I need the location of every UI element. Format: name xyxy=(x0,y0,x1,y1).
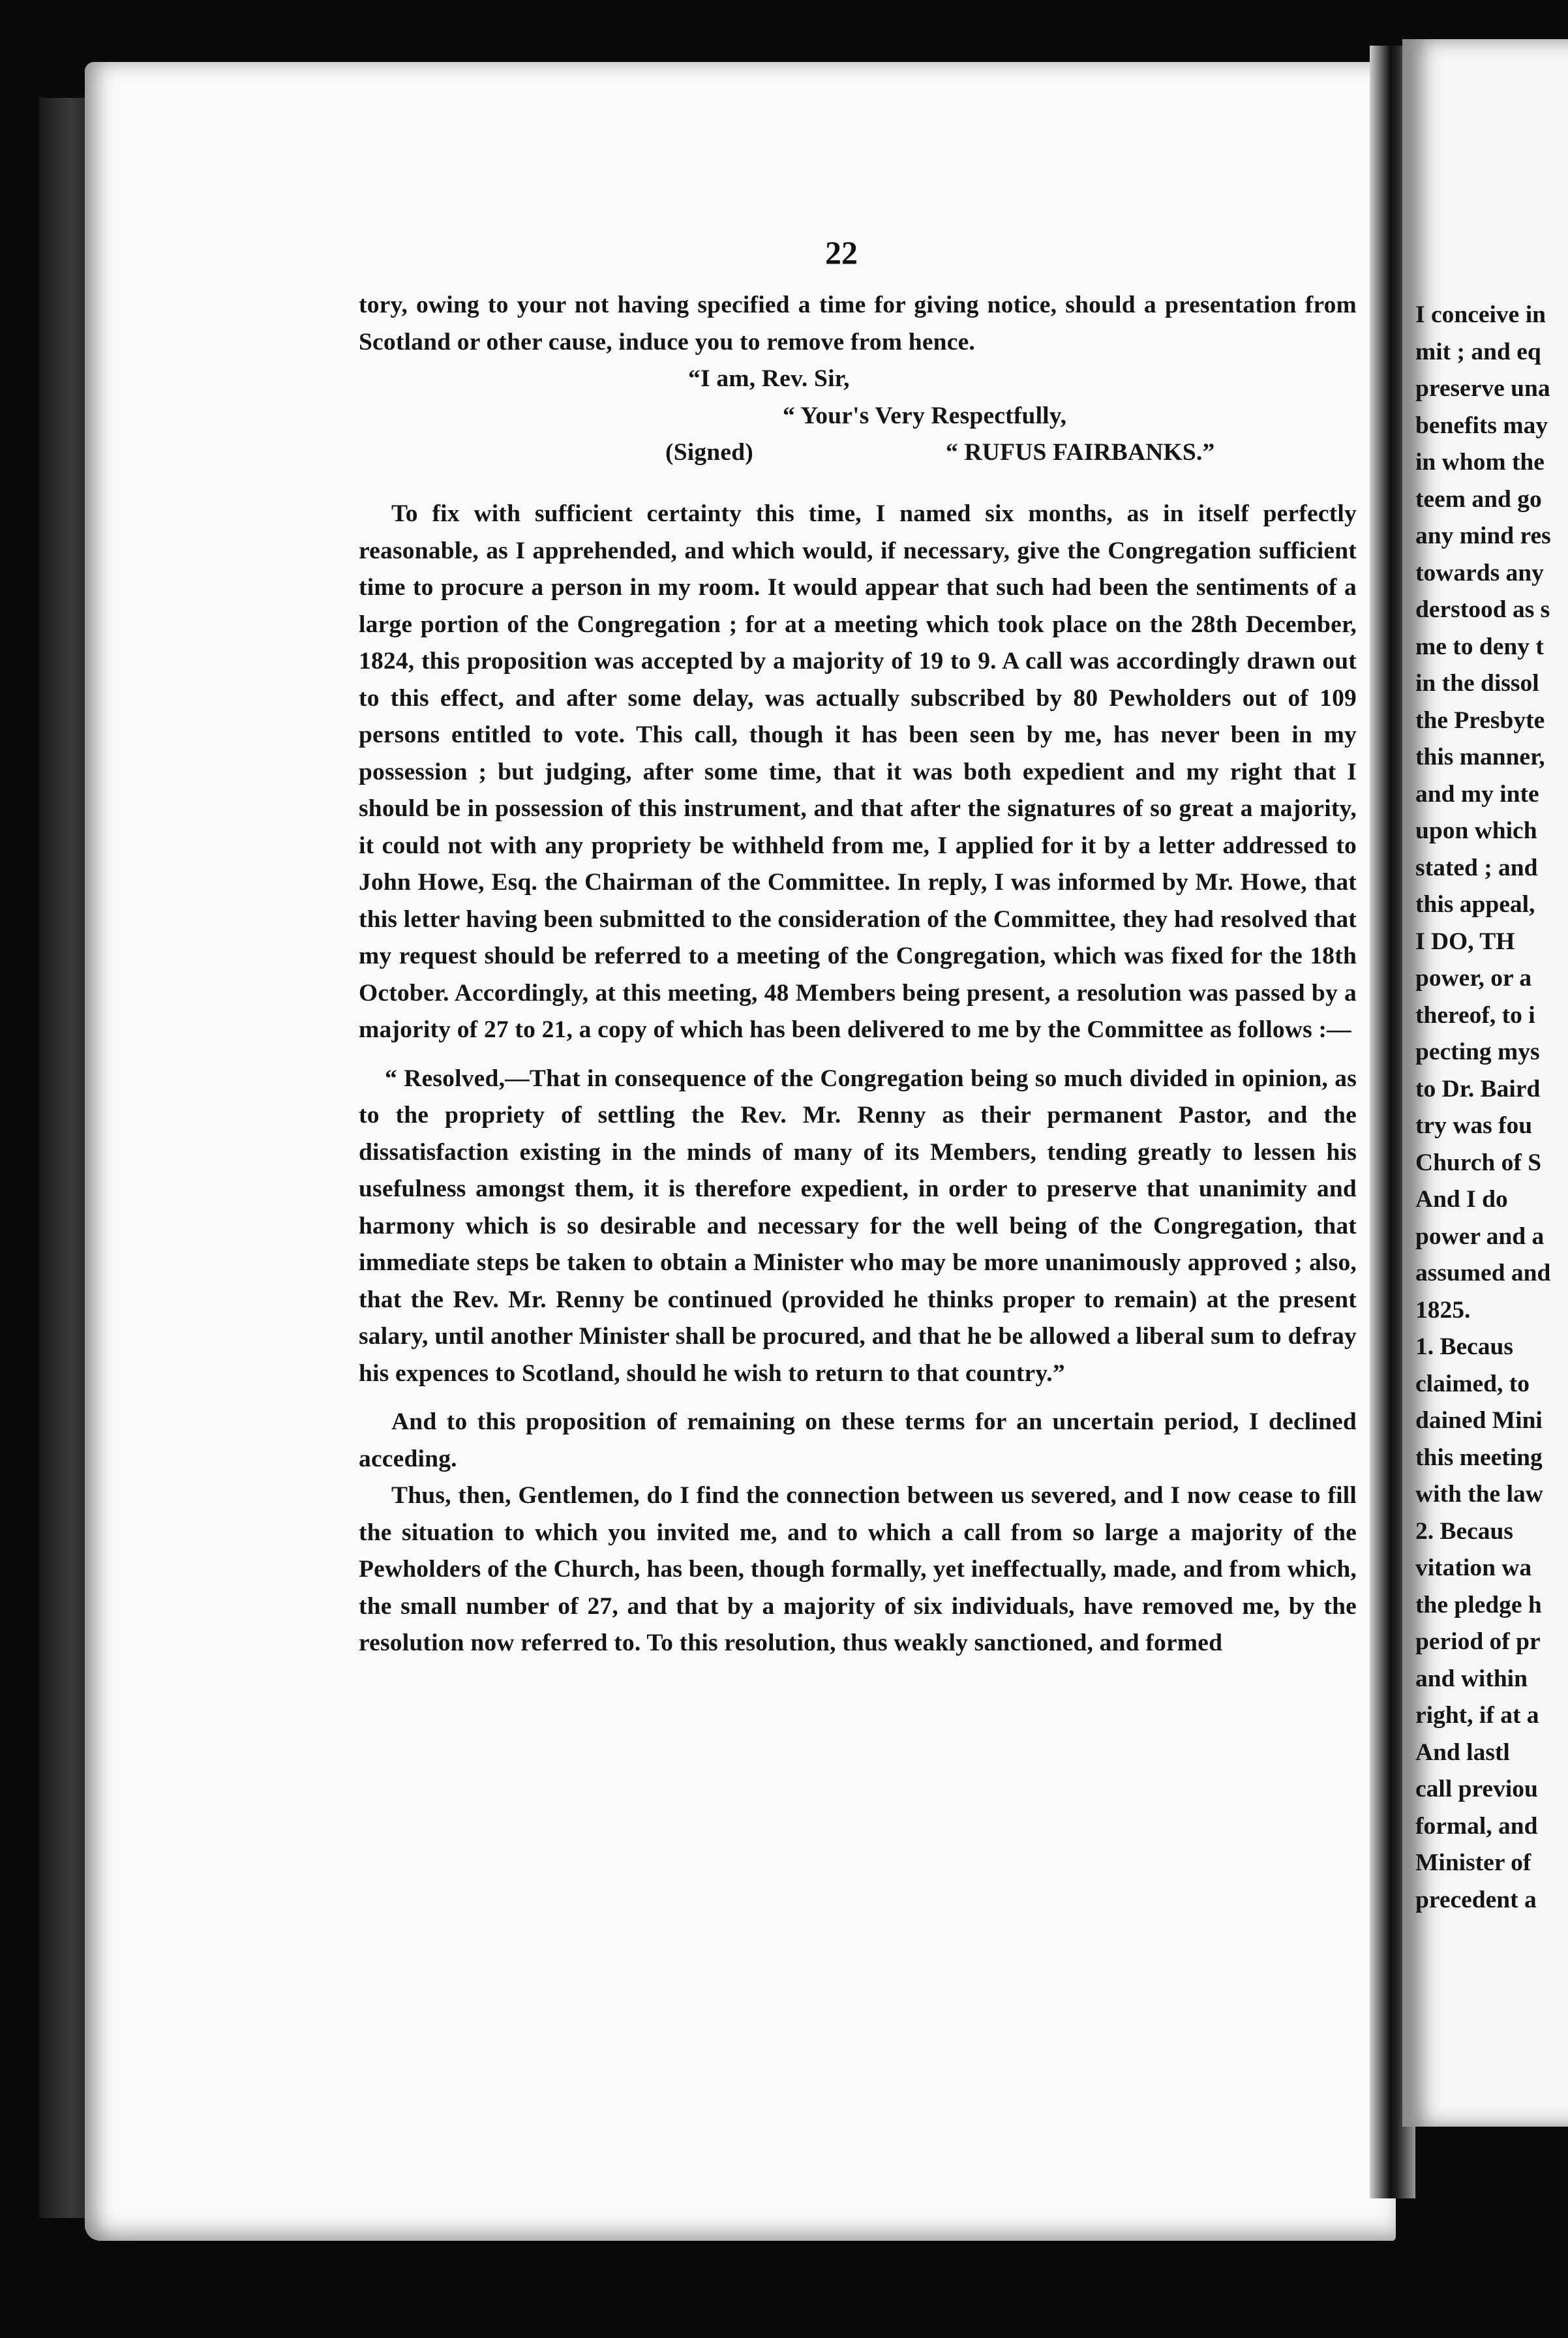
facing-page-line: thereof, to i xyxy=(1415,1001,1535,1029)
facing-page-line: and my inte xyxy=(1415,780,1539,808)
facing-page-line: right, if at a xyxy=(1415,1702,1539,1729)
facing-page-line: precedent a xyxy=(1415,1886,1537,1913)
resolution-quote: “ Resolved,—That in consequence of the Congregation being so much divided in opinion, as to the propriety of settling the Rev. Mr. Renny as their permanent Pastor, and the dissatisfaction existing in the minds of many of its Members, tending greatly to lessen his usefulness amongst them, it is therefore expedient, in order to preserve that unanimity and harmony which is so desirable and necessary for the well being of the Congregation, that immediate steps be taken to obtain a Minister who may be more unanimously approved ; also, that the Rev. Mr. Renny be continued (provided he thinks proper to remain) at the present salary, until another Minister shall be procured, and that he be allowed a liberal sum to defray his expences to Scotland, should he wish to return to that country.” xyxy=(359,1065,1357,1387)
facing-page-text xyxy=(1415,297,1568,1919)
facing-page-line: benefits may xyxy=(1415,412,1548,439)
facing-page-line: towards any xyxy=(1415,559,1544,586)
paragraph-4: Thus, then, Gentlemen, do I find the connection between us severed, and I now cease to fill the situation to which you invited me, and to which a call from so large a majority of the Pewholders of the Church, has been, though formally, yet ineffectually, made, and from which, the small number of 27, and that by a majority of six individuals, have removed me, by the resolution now referred to. To this resolution, thus weakly sanctioned, and formed xyxy=(359,1482,1357,1656)
facing-page-line: preserve una xyxy=(1415,375,1550,402)
facing-page-line: derstood as s xyxy=(1415,596,1550,623)
facing-page-line: this meeting xyxy=(1415,1444,1543,1471)
facing-page-line: Church of S xyxy=(1415,1149,1542,1176)
facing-page-line: 2. Becaus xyxy=(1415,1517,1513,1545)
facing-page-line: 1825. xyxy=(1415,1296,1471,1324)
facing-page-line: I conceive in xyxy=(1415,301,1546,328)
facing-page-line: pecting mys xyxy=(1415,1039,1540,1065)
facing-page-line: to Dr. Baird xyxy=(1415,1075,1541,1102)
letter-salutation-2: “ Your's Very Respectfully, xyxy=(783,402,1067,429)
facing-page-line: any mind res xyxy=(1415,523,1551,549)
facing-page-line: in the dissol xyxy=(1415,670,1539,697)
facing-page-line: in whom the xyxy=(1415,449,1545,476)
signed-label: (Signed) xyxy=(665,439,753,466)
facing-page-line: and within xyxy=(1415,1665,1528,1692)
page-text xyxy=(359,287,1357,1662)
letter-salutation-1: “I am, Rev. Sir, xyxy=(688,365,850,392)
facing-page-line: power, or a xyxy=(1415,965,1532,992)
paragraph-3: And to this proposition of remaining on these terms for an uncertain period, I declined acceding. xyxy=(359,1408,1357,1472)
facing-page-line: try was fou xyxy=(1415,1112,1533,1139)
facing-page-line: 1. Becaus xyxy=(1415,1333,1513,1360)
facing-page-line: this appeal, xyxy=(1415,891,1535,918)
facing-page-line: this manner, xyxy=(1415,744,1545,770)
facing-page-line: with the law xyxy=(1415,1481,1543,1508)
facing-page-line: the Presbyte xyxy=(1415,706,1545,734)
facing-page-line: me to deny t xyxy=(1415,633,1544,660)
facing-page-line: vitation wa xyxy=(1415,1555,1532,1581)
facing-page-line: assumed and xyxy=(1415,1260,1551,1286)
signer-name: “ RUFUS FAIRBANKS.” xyxy=(946,439,1215,466)
signature-line xyxy=(359,434,1357,474)
facing-page-line: upon which xyxy=(1415,817,1537,844)
facing-page-line: And lastl xyxy=(1415,1738,1510,1766)
facing-page-line: I DO, TH xyxy=(1415,928,1515,955)
facing-page-line: claimed, to xyxy=(1415,1370,1530,1397)
facing-page-line: the pledge h xyxy=(1415,1591,1542,1618)
facing-page-line: formal, and xyxy=(1415,1812,1538,1840)
facing-page-line: dained Mini xyxy=(1415,1407,1543,1434)
letter-closing-text: tory, owing to your not having specified a time for giving notice, should a presentation from Scotland or other cause, induce you to remove from hence. xyxy=(359,292,1357,356)
facing-page-line: mit ; and eq xyxy=(1415,338,1541,365)
facing-page-line: And I do xyxy=(1415,1186,1508,1213)
facing-page-line: teem and go xyxy=(1415,485,1542,513)
facing-page-line: stated ; and xyxy=(1415,854,1538,881)
page-number: 22 xyxy=(825,234,858,271)
facing-page-line: power and a xyxy=(1415,1222,1545,1250)
facing-page-line: Minister of xyxy=(1415,1849,1531,1876)
facing-page-line: period of pr xyxy=(1415,1628,1541,1655)
paragraph-1: To fix with sufficient certainty this time, I named six months, as in itself perfectly reasonable, as I apprehended, and which would, if necessary, give the Congregation sufficient time to procure a person in my room. It would appear that such had been the sentiments of a large portion of the Congregation ; for at a meeting which took place on the 28th December, 1824, this proposition was accepted by a majority of 19 to 9. A call was accordingly drawn out to this effect, and after some delay, was actually subscribed by 80 Pewholders out of 109 persons entitled to vote. This call, though it has been seen by me, has never been in my possession ; but judging, after some time, that it was both expedient and my right that I should be in possession of this instrument, and that after the signatures of so great a majority, it could not with any propriety be withheld from me, I applied for it by a letter addressed to John Howe, Esq. the Chairman of the Committee. In reply, I was informed by Mr. Howe, that this letter having been submitted to the consideration of the Committee, they had resolved that my request should be referred to a meeting of the Congregation, which was fixed for the 18th October. Accordingly, at this meeting, 48 Members being present, a resolution was passed by a majority of 27 to 21, a copy of which has been delivered to me by the Committee as follows :— xyxy=(359,500,1357,1043)
facing-page-line: call previou xyxy=(1415,1776,1538,1802)
